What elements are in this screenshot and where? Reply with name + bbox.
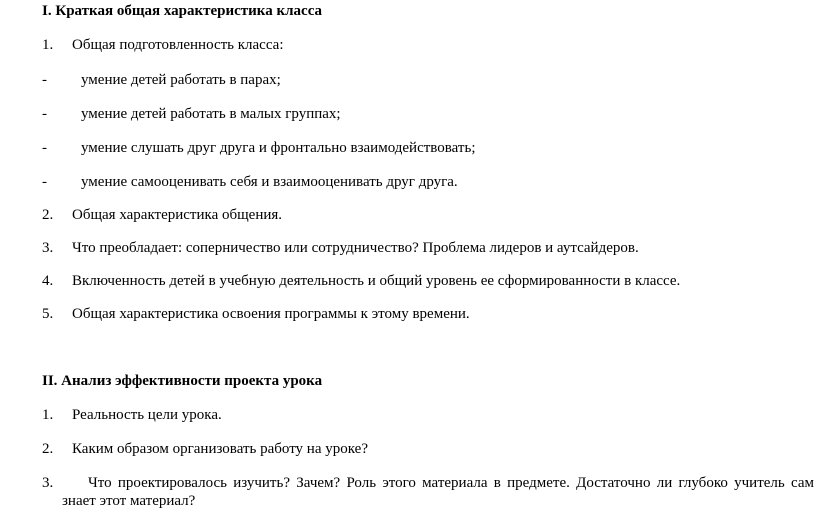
list-item-text: умение детей работать в малых группах; — [81, 106, 341, 122]
list-item-text: умение детей работать в парах; — [81, 72, 281, 88]
list-item-text: умение самооценивать себя и взаимооценивать друг друга. — [81, 174, 458, 190]
list-marker: - — [42, 106, 47, 122]
list-marker: - — [42, 72, 47, 88]
list-marker: - — [42, 174, 47, 190]
list-item-text: Общая подготовленность класса: — [72, 37, 284, 53]
list-item-text: Общая характеристика освоения программы к этому времени. — [72, 306, 470, 322]
list-item-text: Реальность цели урока. — [72, 407, 222, 423]
list-item-text: умение слушать друг друга и фронтально взаимодействовать; — [81, 140, 476, 156]
list-marker: 2. — [42, 207, 54, 223]
list-marker: 3. — [42, 475, 54, 491]
list-marker: 2. — [42, 441, 54, 457]
list-marker: 4. — [42, 273, 54, 289]
list-item-text: Что проектировалось изучить? Зачем? Роль этого материала в предмете. Достаточно ли глубоко учитель сам — [88, 475, 814, 491]
list-item-continuation: знает этот материал? — [62, 493, 196, 509]
list-marker: 1. — [42, 37, 54, 53]
section-1-title: I. Краткая общая характеристика класса — [42, 3, 323, 19]
list-marker: 3. — [42, 240, 54, 256]
list-item-text: Каким образом организовать работу на уроке? — [72, 441, 368, 457]
list-item-text: Включенность детей в учебную деятельность и общий уровень ее сформированности в классе. — [72, 273, 681, 289]
section-2-title: II. Анализ эффективности проекта урока — [42, 373, 323, 389]
list-item-text: Что преобладает: соперничество или сотрудничество? Проблема лидеров и аутсайдеров. — [72, 240, 639, 256]
list-marker: - — [42, 140, 47, 156]
list-item-text: Общая характеристика общения. — [72, 207, 283, 223]
list-marker: 5. — [42, 306, 54, 322]
list-marker: 1. — [42, 407, 54, 423]
